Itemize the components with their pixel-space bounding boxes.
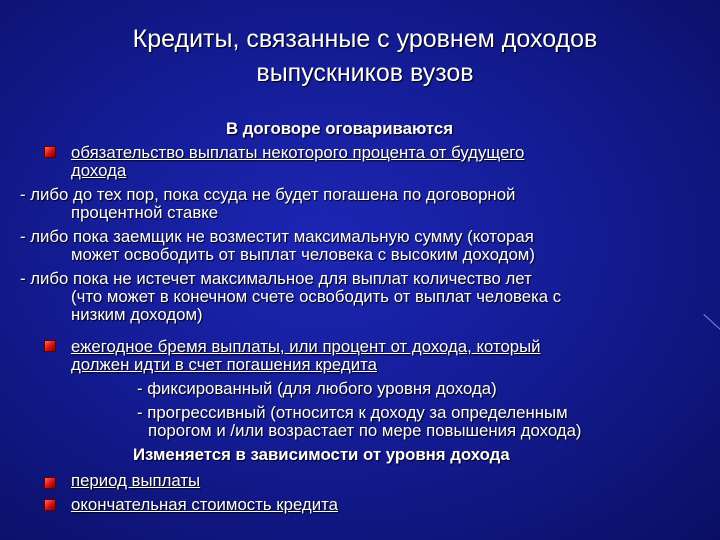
sub-option-fixed: - фиксированный (для любого уровня дохода)	[137, 379, 497, 398]
sub-option-progressive-line-1: - прогрессивный (относится к доходу за определенным	[137, 403, 568, 422]
decorative-line	[703, 314, 720, 335]
bullet-icon	[44, 499, 56, 511]
option-2-line-1: - либо пока заемщик не возместит максимальную сумму (которая	[20, 227, 534, 246]
option-3-line-3: низким доходом)	[71, 305, 203, 324]
option-1-line-1: - либо до тех пор, пока ссуда не будет погашена по договорной	[20, 185, 516, 204]
bullet-3: период выплаты	[71, 471, 201, 490]
option-1-line-2: процентной ставке	[71, 203, 219, 222]
slide-title	[60, 22, 670, 90]
option-3-line-2: (что может в конечном счете освободить от выплат человека с	[71, 287, 562, 306]
bullet-1-line-1: обязательство выплаты некоторого процента от будущего	[71, 143, 525, 162]
section-heading: В договоре оговариваются	[226, 119, 454, 138]
varies-heading: Изменяется в зависимости от уровня дохода	[133, 445, 510, 464]
bullet-1-line-2: дохода	[71, 161, 127, 180]
bullet-icon	[44, 146, 56, 158]
bullet-2-line-1: ежегодное бремя выплаты, или процент от дохода, который	[71, 337, 541, 356]
bullet-2-line-2: должен идти в счет погашения кредита	[71, 355, 377, 374]
title-line-2: выпускников вузов	[256, 59, 474, 87]
bullet-4: окончательная стоимость кредита	[71, 495, 338, 514]
option-3-line-1: - либо пока не истечет максимальное для выплат количество лет	[20, 269, 532, 288]
bullet-icon	[44, 340, 56, 352]
title-line-1: Кредиты, связанные с уровнем доходов	[132, 25, 598, 53]
bullet-icon	[44, 477, 56, 489]
option-2-line-2: может освободить от выплат человека с высоким доходом)	[71, 245, 535, 264]
sub-option-progressive-line-2: порогом и /или возрастает по мере повышения дохода)	[148, 421, 582, 440]
